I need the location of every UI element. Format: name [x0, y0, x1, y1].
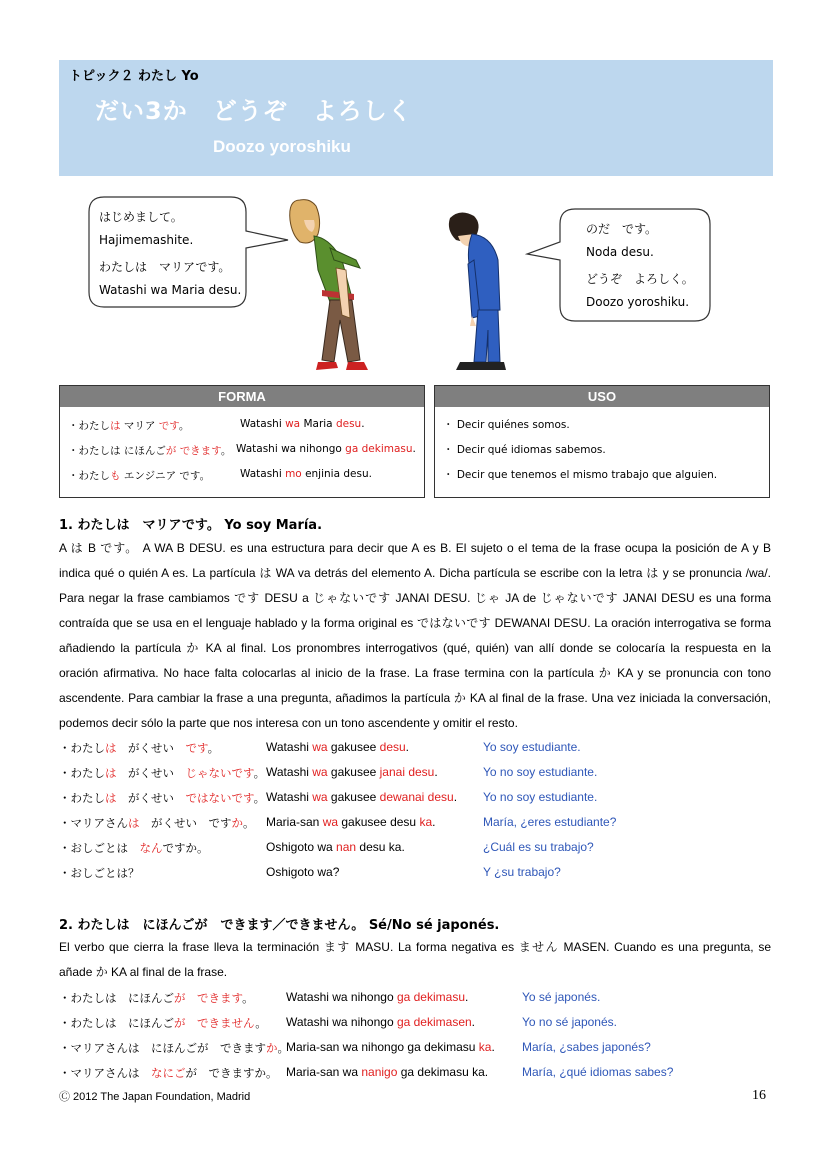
example-translation: Yo soy estudiante. [483, 740, 581, 754]
bubble-line: わたしは マリアです。 [99, 260, 231, 274]
example-translation: Yo no soy estudiante. [483, 765, 598, 779]
bubble-line: のだ です。 [586, 222, 658, 236]
example-romaji: Watashi wa gakusee desu. [266, 740, 410, 754]
maria-figure [290, 200, 368, 370]
example-japanese: ・おしごとは なんですか。 [59, 841, 209, 855]
example-translation: Y ¿su trabajo? [483, 865, 561, 879]
example-romaji: Watashi wa gakusee dewanai desu. [266, 790, 458, 804]
example-row [59, 740, 771, 758]
example-romaji: Oshigoto wa? [266, 865, 340, 879]
speech-bubble-noda [525, 208, 713, 323]
example-romaji: Watashi wa gakusee janai desu. [266, 765, 438, 779]
section-1-heading: 1. わたしは マリアです。 Yo soy María. [59, 518, 323, 533]
example-japanese: ・マリアさんは がくせい ですか。 [59, 816, 255, 830]
example-row [59, 990, 771, 1008]
topic-label: トピック２ わたし Yo [69, 69, 199, 84]
example-romaji: Maria-san wa nihongo ga dekimasu ka. [286, 1040, 495, 1054]
lesson-header [59, 60, 773, 176]
example-romaji: Maria-san wa nanigo ga dekimasu ka. [286, 1065, 489, 1079]
forma-box [59, 385, 425, 498]
example-row [59, 1065, 771, 1083]
section-2-paragraph: El verbo que cierra la frase lleva la terminación ます MASU. La forma negativa es ません MASEN. Cuando es una pregunta, se añade か KA al final de la frase. [59, 940, 771, 979]
forma-romaji: Watashi wa nihongo ga dekimasu. [236, 443, 416, 455]
example-translation: Yo sé japonés. [522, 990, 601, 1004]
bubble-line: はじめまして。 [99, 210, 183, 224]
example-japanese: ・わたしは にほんごが できます。 [59, 991, 254, 1005]
noda-figure [449, 212, 506, 370]
example-translation: María, ¿qué idiomas sabes? [522, 1065, 674, 1079]
uso-title: USO [435, 386, 769, 407]
forma-romaji: Watashi mo enjinia desu. [240, 468, 372, 480]
example-japanese: ・マリアさんは にほんごが できますか。 [59, 1041, 289, 1055]
bubble-line: Watashi wa Maria desu. [99, 283, 242, 297]
example-romaji: Oshigoto wa nan desu ka. [266, 840, 405, 854]
example-japanese: ・わたしは にほんごが できません。 [59, 1016, 267, 1030]
forma-title: FORMA [60, 386, 424, 407]
example-japanese: ・おしごとは？ [59, 866, 140, 880]
forma-japanese: ・わたしも エンジニア です。 [68, 470, 211, 482]
example-row [59, 790, 771, 808]
page-number: 16 [752, 1088, 766, 1103]
bubble-line: どうぞ よろしく。 [586, 272, 694, 286]
example-translation: ¿Cuál es su trabajo? [483, 840, 594, 854]
example-row [59, 765, 771, 783]
example-row [59, 1040, 771, 1058]
lesson-title: だい3か どうぞ よろしく [95, 97, 413, 125]
example-romaji: Maria-san wa gakusee desu ka. [266, 815, 436, 829]
forma-romaji: Watashi wa Maria desu. [240, 418, 365, 430]
section-1-paragraph: A は B です。 A WA B DESU. es una estructura para decir que A es B. El sujeto o el tema de la frase ocupa la posición de A y B indica qué o quién A es. La partícula は WA va detrás del elemento A. Dicha partícula se escribe con la letra は y se pronuncia /wa/. Para negar la frase cambiamos です DESU a じゃないです JANAI DESU. じゃ JA de じゃないです JANAI DESU es una forma contraída que se usa en el lenguaje hablado y la forma original es ではないです DEWANAI DESU. La oración interrogativa se forma añadiendo la partícula か KA al final. Los pronombres interrogativos (qué, quién) van allí donde se colocaría la respuesta en la oración afirmativa. No hace falta colocarlas al inicio de la frase. La frase termina con la partícula か KA y se pronuncia con tono ascendente. Para cambiar la frase a una pregunta, añadimos la partícula か KA al final de la frase. Una vez iniciada la conversación, podemos decir sólo la parte que nos interesa con un tono ascendente y omitir el resto. [59, 541, 771, 730]
section-2-heading: 2. わたしは にほんごが できます／できません。 Sé/No sé japonés. [59, 918, 500, 933]
example-japanese: ・わたしは がくせい ではないです。 [59, 791, 266, 805]
example-romaji: Watashi wa nihongo ga dekimasu. [286, 990, 469, 1004]
example-row [59, 1015, 771, 1033]
bubble-line: Doozo yoroshiku. [586, 295, 690, 309]
example-japanese: ・わたしは がくせい じゃないです。 [59, 766, 266, 780]
uso-item: ・ Decir quiénes somos. [443, 419, 570, 431]
lesson-subtitle: Doozo yoroshiku [213, 137, 351, 156]
forma-japanese: ・わたしは にほんごが できます。 [68, 445, 232, 457]
example-row [59, 840, 771, 858]
uso-item: ・ Decir qué idiomas sabemos. [443, 444, 606, 456]
uso-item: ・ Decir que tenemos el mismo trabajo que alguien. [443, 469, 718, 481]
forma-japanese: ・わたしは マリア です。 [68, 420, 190, 432]
bubble-line: Noda desu. [586, 245, 654, 259]
copyright-notice: Ⓒ 2012 The Japan Foundation, Madrid [59, 1091, 251, 1103]
bubble-line: Hajimemashite. [99, 233, 194, 247]
uso-box [434, 385, 770, 498]
example-translation: Yo no soy estudiante. [483, 790, 598, 804]
bowing-people-illustration [260, 190, 560, 380]
example-translation: María, ¿sabes japonés? [522, 1040, 651, 1054]
example-row [59, 865, 771, 883]
example-row [59, 815, 771, 833]
example-japanese: ・わたしは がくせい です。 [59, 741, 220, 755]
example-japanese: ・マリアさんは なにごが できますか。 [59, 1066, 278, 1080]
example-translation: Yo no sé japonés. [522, 1015, 617, 1029]
example-translation: María, ¿eres estudiante? [483, 815, 617, 829]
example-romaji: Watashi wa nihongo ga dekimasen. [286, 1015, 476, 1029]
